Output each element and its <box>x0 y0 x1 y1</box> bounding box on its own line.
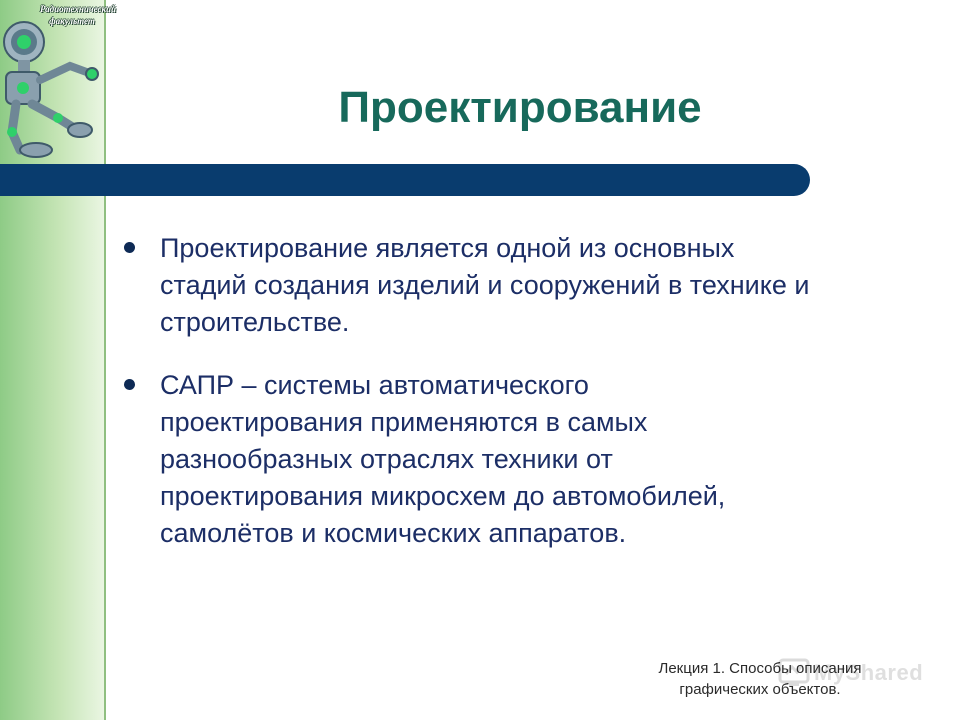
list-item <box>120 367 940 552</box>
slide-footer: Лекция 1. Способы описания графических объектов. <box>658 660 862 698</box>
faculty-logo-caption: Радиотехнический факультет <box>40 4 117 26</box>
title-underline-bar <box>0 164 810 196</box>
list-item <box>120 230 940 341</box>
bullet-dot-icon <box>124 242 135 253</box>
bullet-dot-icon <box>124 379 135 390</box>
bullet-list <box>120 230 940 578</box>
watermark-text: MyShared <box>814 660 924 685</box>
faculty-logo <box>0 0 117 162</box>
slide-title: Проектирование <box>338 83 702 132</box>
bullet-text: Проектирование является одной из основных стадий создания изделий и сооружений в технике и строительстве. <box>160 233 810 337</box>
bullet-text: САПР – системы автоматического проектирования применяются в самых разнообразных отраслях техники от проектирования микросхем до автомобилей, самолётов и космических аппаратов. <box>160 370 726 548</box>
